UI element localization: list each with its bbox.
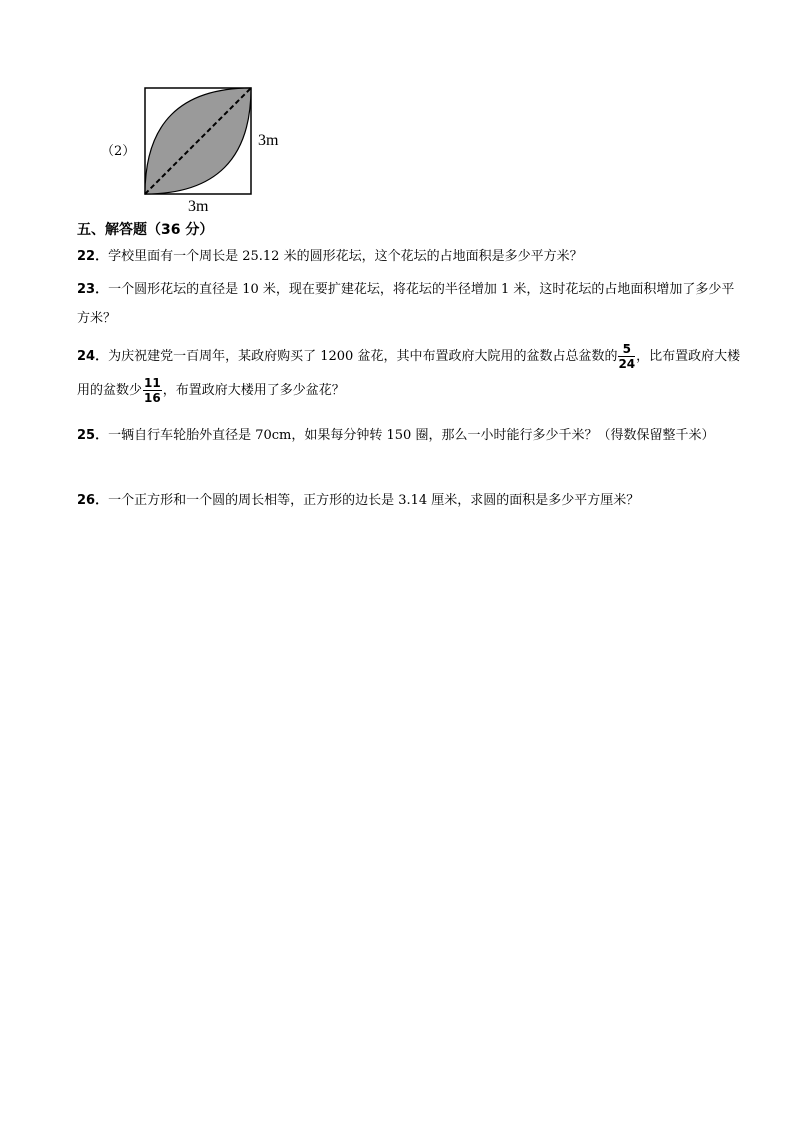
- question-24: [77, 340, 745, 408]
- fraction-5-24: [618, 343, 635, 370]
- question-22: [77, 242, 745, 271]
- figure-side-label-right: 3m: [258, 132, 279, 149]
- question-number: 26．: [77, 493, 109, 508]
- question-text: 一辆自行车轮胎外直径是 70cm，如果每分钟转 150 圈，那么一小时能行多少千米？（得数保留整千米）: [108, 428, 715, 443]
- question-text: 学校里面有一个周长是 25.12 米的圆形花坛，这个花坛的占地面积是多少平方米？: [108, 249, 583, 264]
- geometry-figure: [95, 84, 295, 218]
- question-number: 23．: [77, 282, 109, 297]
- fraction-numerator: 5: [618, 343, 635, 357]
- question-26: [77, 486, 745, 515]
- question-23: [77, 275, 745, 333]
- question-number: 22．: [77, 249, 109, 264]
- fraction-denominator: 24: [618, 357, 636, 371]
- fraction-denominator: 16: [144, 391, 161, 405]
- question-text: 一个圆形花坛的直径是 10 米，现在要扩建花坛，将花坛的半径增加 1 米，这时花坛的占地面积增加了多少平方米？: [77, 282, 735, 326]
- question-25: [77, 421, 745, 450]
- question-number: 24．: [77, 349, 109, 364]
- fraction-numerator: 11: [144, 376, 161, 390]
- section-title: 五、解答题（36 分）: [77, 222, 214, 238]
- figure-side-label-bottom: 3m: [188, 198, 209, 215]
- question-text-part2: ，比布置政府大楼用的盆数少: [77, 349, 741, 398]
- fraction-11-16: [143, 377, 162, 404]
- question-number: 25．: [77, 428, 109, 443]
- figure-index-label: （2）: [101, 144, 136, 159]
- question-text-part3: ，布置政府大楼用了多少盆花？: [162, 383, 345, 398]
- question-text-part1: 为庆祝建党一百周年，某政府购买了 1200 盆花，其中布置政府大院用的盆数占总盆数的: [108, 349, 618, 364]
- question-text: 一个正方形和一个圆的周长相等，正方形的边长是 3.14 厘米，求圆的面积是多少平方厘米？: [108, 493, 640, 508]
